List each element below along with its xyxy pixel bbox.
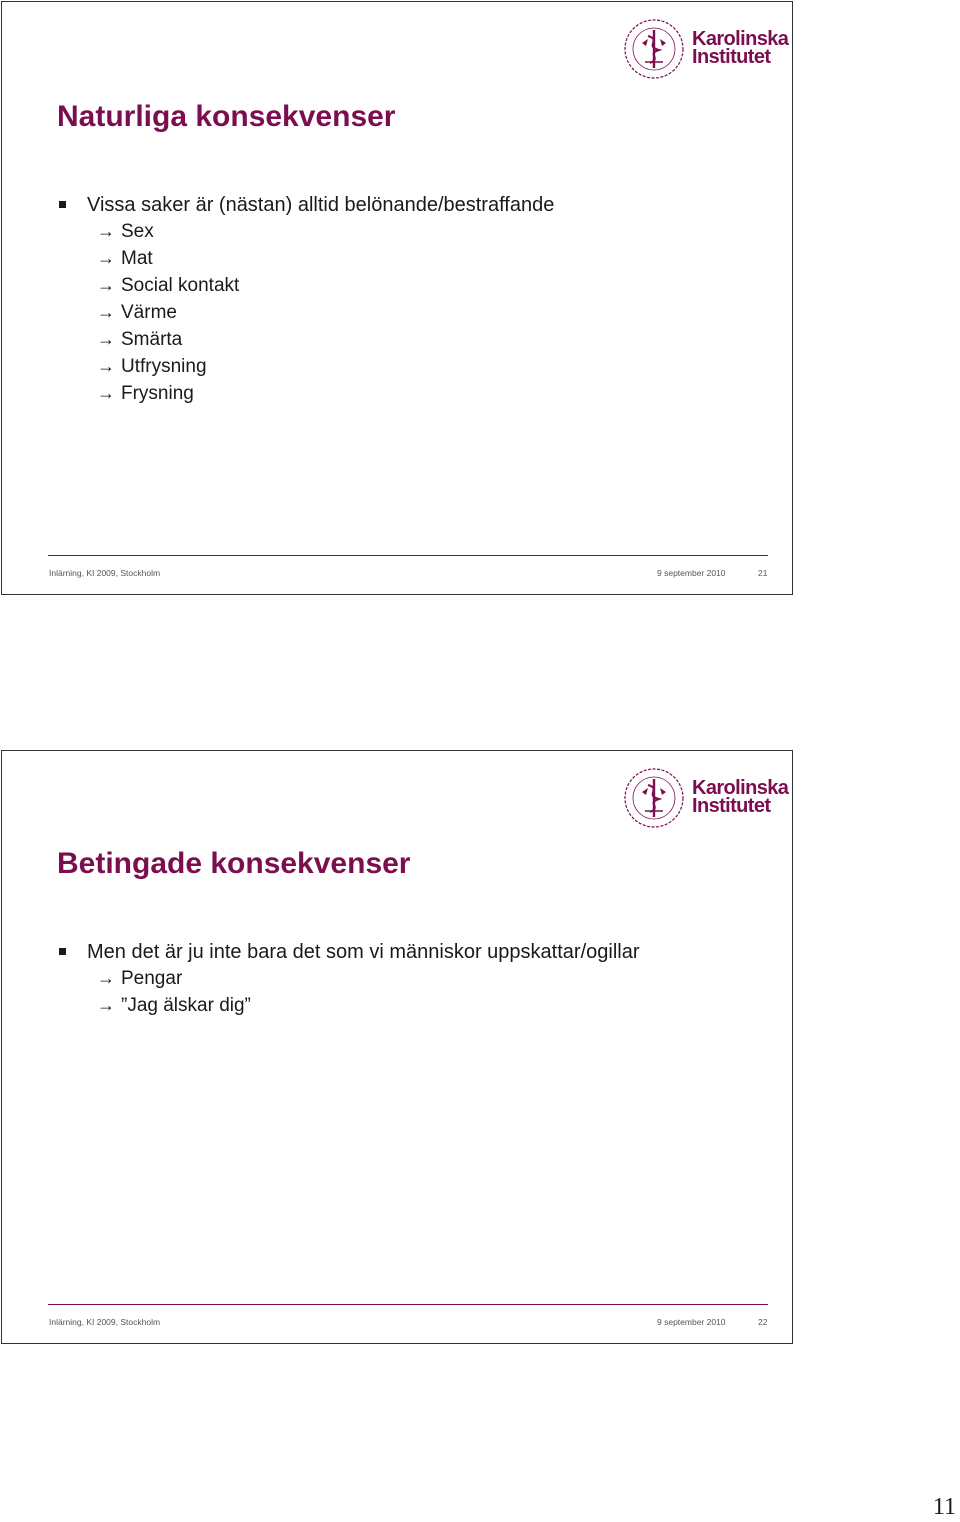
arrow-right-icon: → xyxy=(97,329,115,349)
arrow-right-icon: → xyxy=(97,221,115,241)
karolinska-logo xyxy=(622,765,789,831)
bullet-list xyxy=(57,192,554,407)
sub-item xyxy=(57,245,554,272)
arrow-right-icon: → xyxy=(97,968,115,988)
bullet-text: Vissa saker är (nästan) alltid belönande/bestraffande xyxy=(87,194,555,216)
logo-wordmark-line2: Institutet xyxy=(692,46,771,68)
arrow-right-icon: → xyxy=(97,383,115,403)
square-bullet-icon xyxy=(59,201,66,208)
bullet-list xyxy=(57,939,640,1019)
footer-date: 9 september 2010 xyxy=(657,1317,726,1327)
sub-item-text: Social kontakt xyxy=(121,275,240,296)
sub-item xyxy=(57,326,554,353)
slide-title: Naturliga konsekvenser xyxy=(57,100,396,133)
sub-item xyxy=(57,380,554,407)
slide-title: Betingade konsekvenser xyxy=(57,847,411,880)
footer-divider xyxy=(48,1304,768,1305)
arrow-right-icon: → xyxy=(97,248,115,268)
slide-21 xyxy=(1,1,793,595)
arrow-right-icon: → xyxy=(97,302,115,322)
logo-wordmark-line1: Karolinska xyxy=(692,28,789,50)
page-number: 11 xyxy=(932,1494,956,1520)
sub-item-text: Utfrysning xyxy=(121,356,207,377)
slide-number: 21 xyxy=(758,568,768,578)
arrow-right-icon: → xyxy=(97,995,115,1015)
sub-item xyxy=(57,992,640,1019)
sub-item-text: Mat xyxy=(121,248,153,269)
sub-list xyxy=(57,965,640,1019)
bullet-item xyxy=(57,939,640,965)
sub-item-text: Smärta xyxy=(121,329,183,350)
sub-item-text: Frysning xyxy=(121,383,194,404)
footer-course: Inlärning, KI 2009, Stockholm xyxy=(49,568,161,578)
logo-wordmark xyxy=(692,779,788,815)
footer-divider xyxy=(48,555,768,556)
sub-item-text: Värme xyxy=(121,302,177,323)
karolinska-logo xyxy=(622,16,789,82)
sub-item-text: ”Jag älskar dig” xyxy=(121,995,251,1016)
footer-date: 9 september 2010 xyxy=(657,568,726,578)
square-bullet-icon xyxy=(59,948,66,955)
logo-wordmark-line1: Karolinska xyxy=(692,777,789,799)
footer-course: Inlärning, KI 2009, Stockholm xyxy=(49,1317,161,1327)
karolinska-seal-icon xyxy=(622,765,686,831)
sub-item xyxy=(57,299,554,326)
sub-list xyxy=(57,218,554,407)
arrow-right-icon: → xyxy=(97,356,115,376)
sub-item xyxy=(57,353,554,380)
karolinska-seal-icon xyxy=(622,16,686,82)
slide-22 xyxy=(1,750,793,1344)
logo-wordmark xyxy=(692,30,788,66)
sub-item-text: Sex xyxy=(121,221,154,242)
sub-item-text: Pengar xyxy=(121,968,183,989)
bullet-item xyxy=(57,192,554,218)
sub-item xyxy=(57,965,640,992)
arrow-right-icon: → xyxy=(97,275,115,295)
bullet-text: Men det är ju inte bara det som vi människor uppskattar/ogillar xyxy=(87,941,640,963)
logo-wordmark-line2: Institutet xyxy=(692,795,771,817)
slide-number: 22 xyxy=(758,1317,768,1327)
sub-item xyxy=(57,272,554,299)
sub-item xyxy=(57,218,554,245)
